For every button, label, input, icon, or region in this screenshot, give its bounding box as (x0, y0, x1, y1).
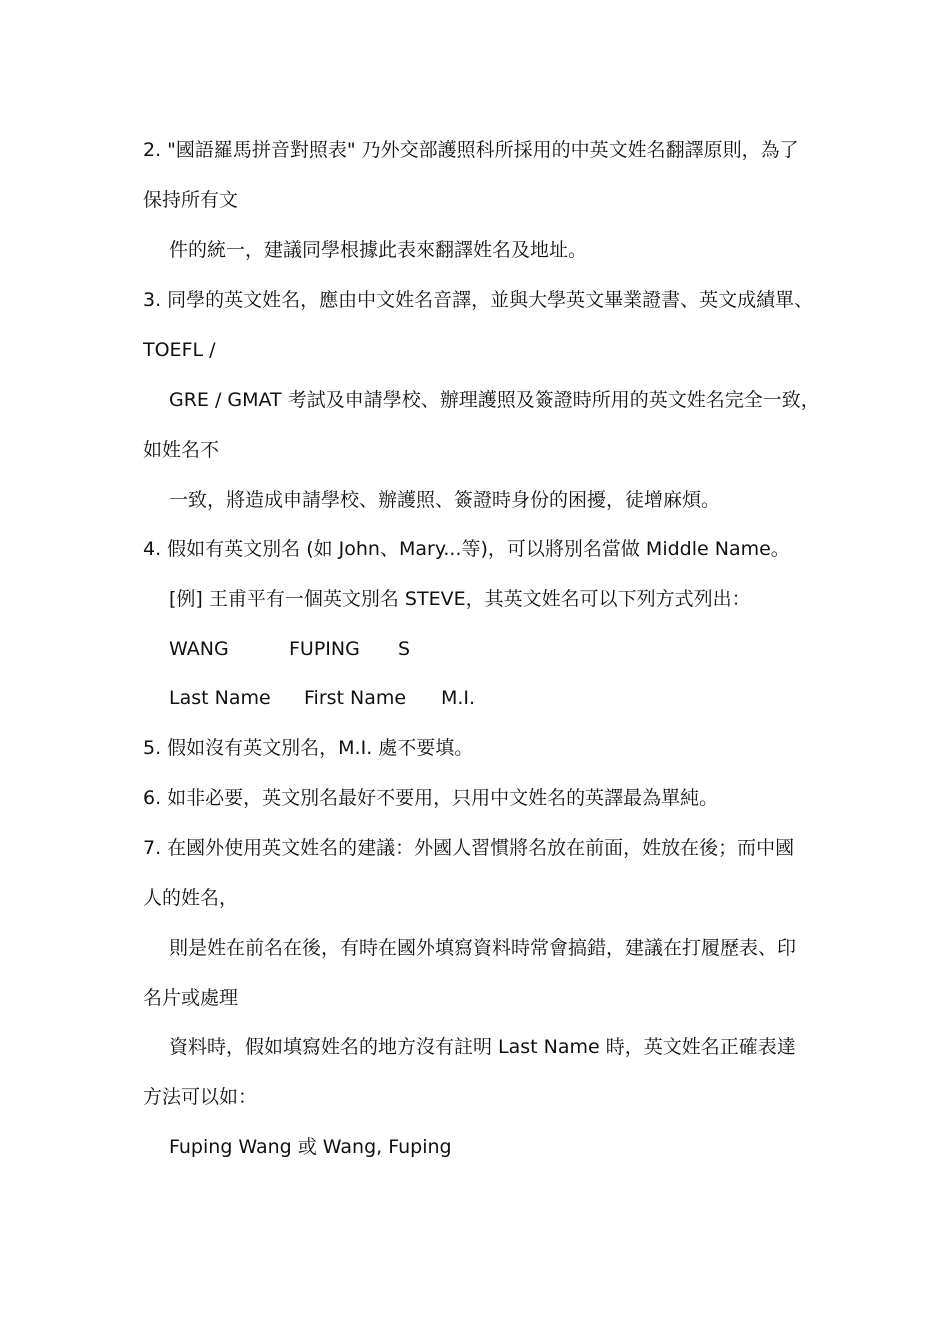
last-name-label: Last Name (169, 687, 271, 709)
example-last-name-value: WANG (169, 638, 229, 660)
item-7-example: Fuping Wang 或 Wang, Fuping (169, 1136, 452, 1158)
item-7-line-2: 人的姓名， (143, 887, 239, 909)
item-2-line-3: 件的統一，建議同學根據此表來翻譯姓名及地址。 (169, 239, 588, 261)
middle-initial-label: M.I. (441, 687, 476, 709)
item-3-line-4: 如姓名不 (143, 439, 220, 461)
item-3-line-1: 3. 同學的英文姓名，應由中文姓名音譯，並與大學英文畢業證書、英文成績單、 (143, 289, 814, 311)
item-7-line-6: 方法可以如： (143, 1086, 258, 1108)
item-4-line-1: 4. 假如有英文別名 (如 John、Mary...等)，可以將別名當做 Middle Name。 (143, 538, 790, 560)
example-first-name-value: FUPING (289, 638, 360, 660)
item-2-line-1: 2. "國語羅馬拼音對照表" 乃外交部護照科所採用的中英文姓名翻譯原則，為了 (143, 139, 799, 161)
item-2-line-2: 保持所有文 (143, 189, 239, 211)
item-3-line-2: TOEFL / (143, 339, 216, 361)
item-3-line-5: 一致，將造成申請學校、辦護照、簽證時身份的困擾，徒增麻煩。 (169, 489, 721, 511)
item-7-line-4: 名片或處理 (143, 987, 239, 1009)
example-middle-initial-value: S (398, 638, 411, 660)
item-7-line-3: 則是姓在前名在後，有時在國外填寫資料時常會搞錯，建議在打履歷表、印 (169, 937, 797, 959)
item-4-example: [例] 王甫平有一個英文別名 STEVE，其英文姓名可以下列方式列出： (169, 588, 751, 610)
first-name-label: First Name (304, 687, 407, 709)
item-7-line-5: 資料時，假如填寫姓名的地方沒有註明 Last Name 時，英文姓名正確表達 (169, 1036, 796, 1058)
item-3-line-3: GRE / GMAT 考試及申請學校、辦理護照及簽證時所用的英文姓名完全一致， (169, 389, 820, 411)
item-5: 5. 假如沒有英文別名，M.I. 處不要填。 (143, 737, 474, 759)
item-7-line-1: 7. 在國外使用英文姓名的建議：外國人習慣將名放在前面，姓放在後；而中國 (143, 837, 795, 859)
item-6: 6. 如非必要，英文別名最好不要用，只用中文姓名的英譯最為單純。 (143, 787, 719, 809)
